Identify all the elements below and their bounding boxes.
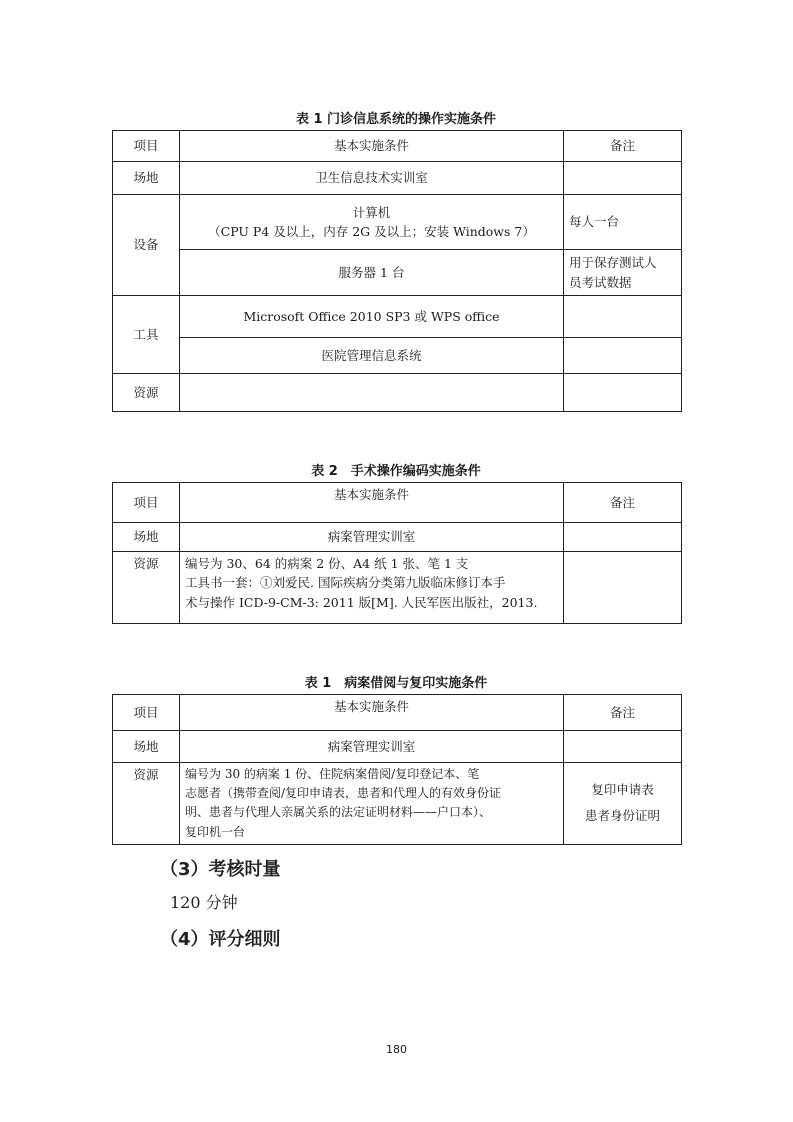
tool-his: 医院管理信息系统 — [180, 338, 564, 374]
tool-office-note — [564, 296, 682, 338]
venue-value: 卫生信息技术实训室 — [180, 162, 564, 195]
equipment-label: 设备 — [113, 195, 180, 296]
table-row — [113, 250, 682, 296]
header-item: 项目 — [113, 695, 180, 731]
section3-heading: （3）考核时量 — [160, 859, 281, 880]
header-conditions: 基本实施条件 — [180, 483, 564, 523]
resource-line: 工具书一套：①刘爱民. 国际疾病分类第九版临床修订本手 — [185, 575, 506, 591]
tool-his-note — [564, 338, 682, 374]
table-row — [113, 338, 682, 374]
venue-label: 场地 — [113, 162, 180, 195]
resources-label: 资源 — [113, 763, 180, 845]
page-number: 180 — [386, 1043, 407, 1056]
header-notes: 备注 — [564, 483, 682, 523]
header-notes: 备注 — [564, 131, 682, 162]
computer-cell — [180, 195, 564, 250]
resources-note — [564, 552, 682, 624]
resource-line: 术与操作 ICD-9-CM-3: 2011 版[M]. 人民军医出版社，2013. — [185, 594, 538, 610]
venue-note — [564, 162, 682, 195]
header-item: 项目 — [113, 483, 180, 523]
resource-line: 编号为 30、64 的病案 2 份、A4 纸 1 张、笔 1 支 — [185, 556, 469, 571]
table3-caption: 表 1 病案借阅与复印实施条件 — [304, 676, 488, 691]
table-row — [113, 523, 682, 552]
table1-caption: 表 1 门诊信息系统的操作实施条件 — [295, 112, 497, 127]
resources-note — [564, 763, 682, 845]
table-row — [113, 483, 682, 523]
header-notes: 备注 — [564, 695, 682, 731]
table-row — [113, 763, 682, 845]
table-row — [113, 131, 682, 162]
table2 — [112, 482, 682, 624]
computer-note: 每人一台 — [564, 195, 682, 250]
server-note — [564, 250, 682, 296]
resource-line: 复印机一台 — [185, 824, 246, 839]
venue-note — [564, 523, 682, 552]
venue-value: 病案管理实训室 — [180, 523, 564, 552]
resources-value — [180, 374, 564, 412]
resources-value — [180, 763, 564, 845]
tools-label: 工具 — [113, 296, 180, 374]
tool-office: Microsoft Office 2010 SP3 或 WPS office — [180, 296, 564, 338]
table3 — [112, 694, 682, 845]
resource-line: 编号为 30 的病案 1 份、住院病案借阅/复印登记本、笔 — [185, 767, 480, 781]
table-row — [113, 162, 682, 195]
resources-label: 资源 — [113, 374, 180, 412]
venue-label: 场地 — [113, 523, 180, 552]
table1 — [112, 130, 682, 412]
table-row — [113, 296, 682, 338]
server-cell: 服务器 1 台 — [180, 250, 564, 296]
table-row — [113, 552, 682, 624]
resources-value — [180, 552, 564, 624]
resource-line: 明、患者与代理人亲属关系的法定证明材料——户口本）、 — [185, 805, 492, 820]
table2-caption: 表 2 手术操作编码实施条件 — [311, 464, 481, 479]
header-conditions: 基本实施条件 — [180, 131, 564, 162]
table-row — [113, 195, 682, 250]
venue-value: 病案管理实训室 — [180, 731, 564, 763]
section3-text: 120 分钟 — [170, 893, 238, 912]
header-item: 项目 — [113, 131, 180, 162]
table-row — [113, 374, 682, 412]
computer-spec: （CPU P4 及以上，内存 2G 及以上；安装 Windows 7） — [208, 224, 535, 239]
section4-heading: （4）评分细则 — [160, 929, 281, 950]
venue-label: 场地 — [113, 731, 180, 763]
venue-note — [564, 731, 682, 763]
resources-label: 资源 — [113, 552, 180, 624]
server-note-line: 用于保存测试人 — [569, 255, 657, 271]
note-line: 复印申请表 — [591, 782, 654, 798]
table-row — [113, 731, 682, 763]
resource-line: 志愿者（携带查阅/复印申请表，患者和代理人的有效身份证 — [185, 786, 502, 801]
table-row — [113, 695, 682, 731]
note-line: 患者身份证明 — [584, 808, 660, 824]
server-note-line: 员考试数据 — [569, 274, 632, 290]
computer-line: 计算机 — [352, 204, 391, 220]
resources-note — [564, 374, 682, 412]
header-conditions: 基本实施条件 — [180, 695, 564, 731]
